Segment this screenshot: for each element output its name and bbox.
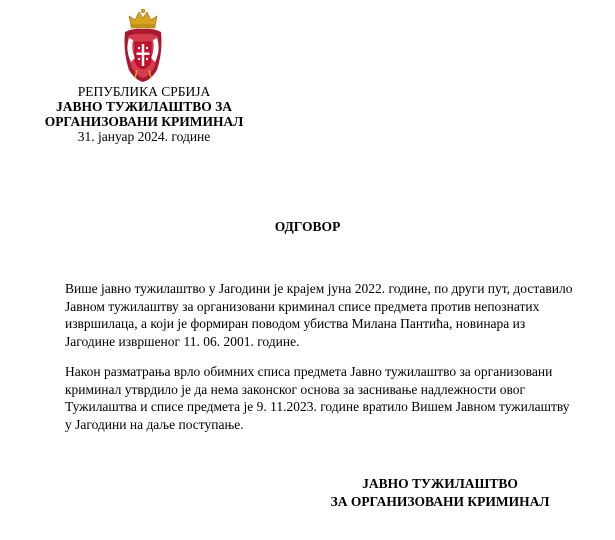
document-title: ОДГОВОР (274, 219, 341, 234)
signature-line2: ЗА ОРГАНИЗОВАНИ КРИМИНАЛ (330, 494, 550, 509)
signature-block (290, 475, 590, 511)
coat-of-arms-icon (121, 8, 165, 84)
body-paragraph-1: Више јавно тужилаштво у Јагодини је крајем јуна 2022. године, по други пут, доставило Јавном тужилаштву за организовани криминал списе предмета против непознатих извршилаца, а који је формиран поводом убиства Милана Пантића, новинара из Јагодине извршеног 11. 06. 2001. године. (65, 281, 573, 349)
signature-line1: ЈАВНО ТУЖИЛАШТВО (362, 476, 518, 491)
shield-icon (135, 42, 151, 69)
document-date: 31. јануар 2024. године (77, 129, 211, 144)
crown-icon (129, 9, 157, 28)
office-name-line2: ОРГАНИЗОВАНИ КРИМИНАЛ (44, 114, 244, 129)
office-name-line1: ЈАВНО ТУЖИЛАШТВО ЗА (55, 99, 233, 114)
body-paragraph-2: Након разматрања врло обимних списа предмета Јавно тужилаштво за организовани криминал утврдило је да нема законског основа за заснивање надлежности овог Тужилаштва и списе предмета је 9. 11.2023. године вратило Вишем Јавном тужилаштву у Јагодини на даље поступање. (65, 364, 570, 432)
country-name: РЕПУБЛИКА СРБИЈА (77, 84, 211, 99)
letterhead (30, 84, 258, 144)
